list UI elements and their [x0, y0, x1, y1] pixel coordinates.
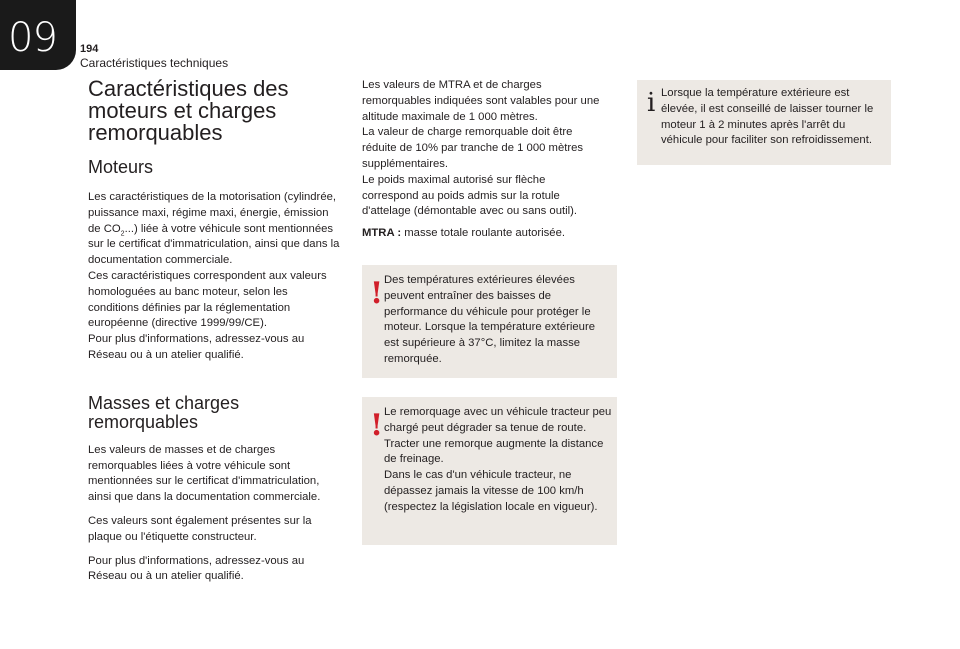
warning-temperature-text: Des températures extérieures élevées peuvent entraîner des baisses de performance du véhicule pour protéger le moteur. Lorsque la température extérieure est supérieure à 37°C, limitez la masse remorquée.	[384, 274, 595, 365]
column-middle	[362, 78, 600, 242]
info-box-cooling	[637, 80, 891, 165]
column-left	[88, 78, 340, 585]
mtra-definition: MTRA : masse totale roulante autorisée.	[362, 227, 566, 240]
info-cooling-text: Lorsque la température extérieure est élevée, il est conseillé de laisser tourner le moteur 1 à 2 minutes après l'arrêt du véhicule pour faciliter son refroidissement.	[661, 87, 874, 147]
section-title: Caractéristiques techniques	[80, 56, 229, 70]
warning-towing-text-2: Tracter une remorque augmente la distance de freinage.	[384, 437, 604, 466]
warning-box-temperature	[362, 265, 617, 378]
warning-towing-text-3: Dans le cas d'un véhicule tracteur, ne dépassez jamais la vitesse de 100 km/h (respectez la législation locale en vigueur).	[384, 469, 598, 513]
masses-paragraph-2: Ces valeurs sont également présentes sur la plaque ou l'étiquette constructeur.	[88, 514, 312, 543]
page-title: Caractéristiques des moteurs et charges remorquables	[88, 76, 289, 145]
mtra-paragraph-3: Le poids maximal autorisé sur flèche correspond au poids admis sur la rotule d'attelage (démontable avec ou sans outil).	[362, 173, 578, 218]
chapter-number: 09	[8, 15, 57, 61]
masses-paragraph-1: Les valeurs de masses et de charges remorquables liées à votre véhicule sont mentionnées sur le certificat d'immatriculation, ainsi que dans la documentation commerciale.	[88, 443, 321, 504]
moteurs-paragraph-2: Ces caractéristiques correspondent aux valeurs homologuées au banc moteur, selon les conditions définies par la réglementation européenne (directive 1999/99/CE).	[88, 269, 327, 330]
masses-paragraph-3: Pour plus d'informations, adressez-vous au Réseau ou à un atelier qualifié.	[88, 554, 305, 583]
page-number: 194	[80, 43, 99, 55]
warning-exclamation-icon: !	[370, 276, 384, 311]
chapter-tab	[0, 0, 76, 70]
moteurs-paragraph-3: Pour plus d'informations, adressez-vous au Réseau ou à un atelier qualifié.	[88, 333, 305, 361]
info-i-icon: i	[647, 88, 656, 118]
mtra-paragraph-1: Les valeurs de MTRA et de charges remorquables indiquées sont valables pour une altitude maximale de 1 000 mètres.	[362, 79, 600, 123]
warning-towing-text-1: Le remorquage avec un véhicule tracteur peu chargé peut dégrader sa tenue de route.	[384, 406, 612, 434]
moteurs-paragraph-1: Les caractéristiques de la motorisation (cylindrée, puissance maxi, régime maxi, énergie, émission de $CO_2$...) liée à votre véhicule sont mentionnées sur le certificat d'immatriculation, ainsi que dans la documentation commerciale.	[88, 191, 340, 267]
heading-moteurs: Moteurs	[88, 157, 154, 177]
mtra-label: MTRA :	[362, 227, 402, 240]
warning-exclamation-icon: !	[370, 408, 384, 443]
heading-masses: Masses et charges remorquables	[88, 392, 240, 432]
mtra-paragraph-2: La valeur de charge remorquable doit être réduite de 10% par tranche de 1 000 mètres supplémentaires.	[362, 126, 584, 170]
warning-box-towing	[362, 397, 617, 545]
